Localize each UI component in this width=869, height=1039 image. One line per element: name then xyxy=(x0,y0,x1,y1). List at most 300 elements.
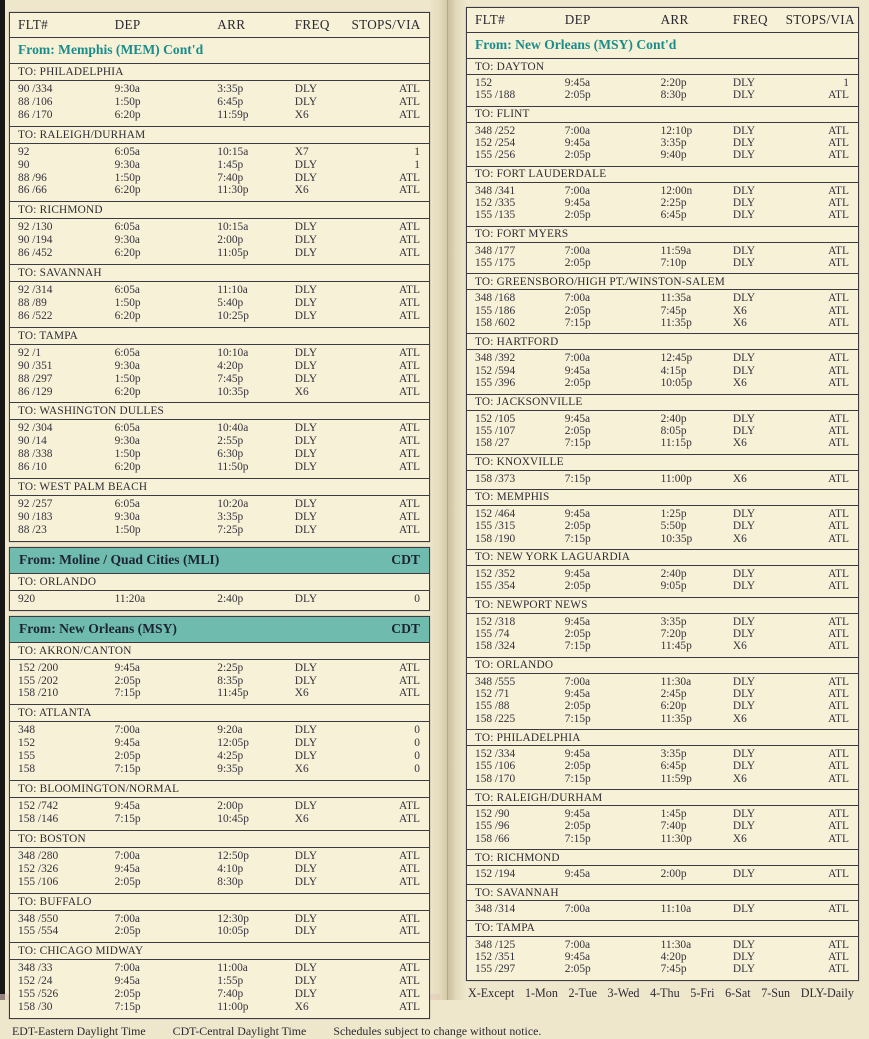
page-fold-gutter xyxy=(430,0,468,1000)
stops-via-cell: ATL xyxy=(828,184,849,197)
destination-header: TO: SAVANNAH xyxy=(467,885,858,901)
arrival-time-cell: 11:35p xyxy=(660,712,692,725)
stops-via-cell: ATL xyxy=(828,292,849,305)
destination-header: TO: MEMPHIS xyxy=(467,490,858,506)
flight-rows-group xyxy=(467,806,858,850)
flight-row xyxy=(10,96,429,109)
flight-row xyxy=(467,868,858,880)
arrival-time-cell: 12:30p xyxy=(217,912,249,925)
departure-time-cell: 9:45a xyxy=(114,975,140,988)
frequency-cell: X6 xyxy=(732,640,747,653)
stops-via-cell: ATL xyxy=(828,820,849,833)
departure-time-cell: 7:15p xyxy=(564,532,591,545)
destination-header: TO: TAMPA xyxy=(467,921,858,937)
flight-number-cell: 152 /200 xyxy=(18,661,59,674)
flight-number-cell: 152 /318 xyxy=(475,615,516,628)
stops-via-cell: ATL xyxy=(399,510,420,523)
stops-via-cell: ATL xyxy=(399,812,420,825)
destination-header: TO: CHICAGO MIDWAY xyxy=(10,943,429,960)
flight-number-cell: 152 xyxy=(475,77,493,89)
destination-header: TO: SAVANNAH xyxy=(10,265,429,282)
flight-row xyxy=(467,125,858,137)
flight-row xyxy=(10,925,429,938)
flight-number-cell: 158 /373 xyxy=(475,472,516,485)
flight-number-cell: 90 /194 xyxy=(18,234,53,247)
flight-rows-group xyxy=(10,960,429,1018)
flight-row xyxy=(467,833,858,845)
flight-row xyxy=(467,437,858,449)
flight-row xyxy=(467,640,858,652)
from-city-contd-header: From: New Orleans (MSY) Cont'd xyxy=(467,33,858,59)
flight-number-cell: 158 /146 xyxy=(18,812,59,825)
destination-header: TO: BUFFALO xyxy=(10,894,429,911)
flight-row xyxy=(467,352,858,364)
flight-number-cell: 158 /170 xyxy=(475,772,516,785)
departure-time-cell: 2:05p xyxy=(564,760,591,773)
flight-row xyxy=(10,109,429,122)
flight-row xyxy=(467,903,858,915)
flight-rows-group xyxy=(467,614,858,658)
departure-time-cell: 7:15p xyxy=(564,832,591,845)
arrival-time-cell: 3:35p xyxy=(660,748,687,760)
frequency-cell: DLY xyxy=(732,507,756,520)
flight-number-cell: 155 /396 xyxy=(475,377,516,390)
stops-via-cell: ATL xyxy=(828,352,849,365)
departure-time-cell: 2:05p xyxy=(564,627,591,640)
flight-number-cell: 88 /106 xyxy=(18,95,53,108)
arrival-time-cell: 1:25p xyxy=(660,507,687,520)
destination-header: TO: FORT LAUDERDALE xyxy=(467,167,858,183)
departure-time-cell: 6:20p xyxy=(114,385,141,398)
frequency-cell: DLY xyxy=(294,498,318,511)
arrival-time-cell: 10:45p xyxy=(217,812,249,825)
frequency-cell: DLY xyxy=(732,184,756,197)
from-city-label: From: Moline / Quad Cities (MLI) xyxy=(19,551,220,567)
arrival-time-cell: 2:00p xyxy=(217,234,244,247)
departure-time-cell: 1:50p xyxy=(114,448,141,461)
frequency-cell: X6 xyxy=(732,832,747,845)
frequency-cell: DLY xyxy=(732,580,756,593)
stops-via-cell: ATL xyxy=(828,903,849,916)
arrival-time-cell: 2:00p xyxy=(660,868,687,881)
arrival-time-cell: 10:05p xyxy=(660,377,693,390)
arrival-time-cell: 7:40p xyxy=(217,988,244,1001)
stops-via-cell: ATL xyxy=(399,284,420,297)
frequency-cell: DLY xyxy=(732,760,756,773)
departure-time-cell: 9:45a xyxy=(564,77,591,89)
flight-row xyxy=(10,247,429,260)
arrival-time-cell: 6:45p xyxy=(217,95,244,108)
column-header-arr: ARR xyxy=(660,12,689,27)
flight-number-cell: 86 /452 xyxy=(18,247,53,260)
departure-time-cell: 6:20p xyxy=(114,108,141,121)
arrival-time-cell: 7:20p xyxy=(660,627,687,640)
frequency-cell: DLY xyxy=(732,700,756,713)
flight-row xyxy=(467,700,858,712)
destination-header: TO: PHILADELPHIA xyxy=(10,64,429,81)
flight-number-cell: 152 /71 xyxy=(475,687,510,700)
stops-via-cell: ATL xyxy=(399,461,420,474)
arrival-time-cell: 12:45p xyxy=(660,352,693,365)
departure-time-cell: 9:45a xyxy=(564,412,591,425)
flight-row xyxy=(10,524,429,537)
stops-via-cell: ATL xyxy=(828,748,849,760)
frequency-cell: DLY xyxy=(732,951,756,964)
stops-via-cell: ATL xyxy=(828,675,849,688)
flight-number-cell: 155 /106 xyxy=(475,760,516,773)
column-header-flt: FLT# xyxy=(475,12,506,27)
flight-number-cell: 158 /66 xyxy=(475,832,510,845)
frequency-cell: DLY xyxy=(294,510,318,523)
timetable-column-right xyxy=(466,7,859,981)
flight-row xyxy=(467,628,858,640)
departure-time-cell: 9:45a xyxy=(564,687,591,700)
flight-row xyxy=(467,580,858,592)
stops-via-cell: ATL xyxy=(399,108,420,121)
stops-via-cell: ATL xyxy=(828,257,849,270)
stops-via-cell: ATL xyxy=(399,1001,420,1014)
stops-via-cell: 0 xyxy=(414,592,420,605)
frequency-cell: DLY xyxy=(732,352,756,365)
frequency-cell: DLY xyxy=(732,675,756,688)
arrival-time-cell: 11:35a xyxy=(660,292,692,305)
stops-via-cell: ATL xyxy=(828,472,849,485)
stops-via-cell: ATL xyxy=(828,209,849,222)
stops-via-cell: ATL xyxy=(828,615,849,628)
flight-row xyxy=(10,159,429,172)
stops-via-cell: ATL xyxy=(828,808,849,821)
departure-time-cell: 1:50p xyxy=(114,372,141,385)
departure-time-cell: 9:30a xyxy=(114,359,140,372)
flight-number-cell: 152 /24 xyxy=(18,975,53,988)
flight-rows-group xyxy=(10,722,429,781)
destination-header: TO: HARTFORD xyxy=(467,334,858,350)
frequency-cell: X6 xyxy=(294,385,309,398)
destination-header: TO: ATLANTA xyxy=(10,705,429,722)
arrival-time-cell: 7:10p xyxy=(660,257,687,270)
departure-time-cell: 9:45a xyxy=(564,197,591,210)
frequency-cell: DLY xyxy=(294,284,318,297)
arrival-time-cell: 11:35p xyxy=(660,317,692,330)
arrival-time-cell: 9:35p xyxy=(217,763,244,776)
departure-time-cell: 2:05p xyxy=(564,963,591,976)
arrival-time-cell: 7:25p xyxy=(217,523,244,536)
stops-via-cell: 0 xyxy=(414,763,420,776)
stops-via-cell: ATL xyxy=(399,523,420,536)
flight-row xyxy=(467,951,858,963)
column-header-row xyxy=(467,8,858,33)
arrival-time-cell: 1:45p xyxy=(217,158,244,171)
frequency-cell: DLY xyxy=(732,209,756,222)
frequency-cell: DLY xyxy=(294,862,318,875)
departure-time-cell: 2:05p xyxy=(564,304,591,317)
destination-header: TO: GREENSBORO/HIGH PT./WINSTON-SALEM xyxy=(467,274,858,290)
flight-rows-group xyxy=(10,219,429,265)
frequency-cell: DLY xyxy=(732,903,756,916)
arrival-time-cell: 8:30p xyxy=(217,875,244,888)
arrival-time-cell: 11:00p xyxy=(217,1001,249,1014)
frequency-cell: DLY xyxy=(732,89,756,102)
flight-number-cell: 152 /105 xyxy=(475,412,516,425)
stops-via-cell: ATL xyxy=(828,364,849,377)
departure-time-cell: 2:05p xyxy=(564,209,591,222)
flight-row xyxy=(467,748,858,760)
departure-time-cell: 6:05a xyxy=(114,422,140,435)
departure-time-cell: 9:45a xyxy=(114,800,140,812)
frequency-cell: DLY xyxy=(294,95,318,108)
flight-number-cell: 88 /89 xyxy=(18,296,47,309)
frequency-cell: DLY xyxy=(294,435,318,448)
departure-time-cell: 6:05a xyxy=(114,284,140,297)
departure-time-cell: 6:05a xyxy=(114,346,140,359)
arrival-time-cell: 7:45p xyxy=(660,304,687,317)
flight-rows-group xyxy=(467,866,858,885)
frequency-cell: DLY xyxy=(294,171,318,184)
flight-number-cell: 158 /324 xyxy=(475,640,516,653)
departure-time-cell: 11:20a xyxy=(114,592,146,605)
frequency-cell: DLY xyxy=(294,912,318,925)
flight-number-cell: 92 /314 xyxy=(18,284,53,297)
frequency-cell: X6 xyxy=(732,472,747,485)
stops-via-cell: ATL xyxy=(399,385,420,398)
stops-via-cell: ATL xyxy=(399,359,420,372)
destination-header: TO: ORLANDO xyxy=(467,658,858,674)
table-box xyxy=(9,12,430,542)
flight-row xyxy=(467,185,858,197)
stops-via-cell: 0 xyxy=(414,750,420,763)
flight-number-cell: 152 /352 xyxy=(475,567,516,580)
destination-header: TO: FORT MYERS xyxy=(467,227,858,243)
flight-number-cell: 92 /130 xyxy=(18,221,53,234)
departure-time-cell: 2:05p xyxy=(114,925,141,938)
departure-time-cell: 7:15p xyxy=(114,687,141,700)
destination-header: TO: BLOOMINGTON/NORMAL xyxy=(10,781,429,798)
departure-time-cell: 7:15p xyxy=(564,472,591,485)
arrival-time-cell: 1:55p xyxy=(217,975,244,988)
stops-via-cell: ATL xyxy=(399,448,420,461)
flight-row xyxy=(467,77,858,89)
flight-number-cell: 86 /129 xyxy=(18,385,53,398)
departure-time-cell: 7:15p xyxy=(564,712,591,725)
flight-row xyxy=(467,939,858,951)
arrival-time-cell: 3:35p xyxy=(660,615,687,628)
frequency-cell: DLY xyxy=(732,412,756,425)
legend-item: 2-Tue xyxy=(568,985,597,1000)
flight-number-cell: 86 /10 xyxy=(18,461,47,474)
departure-time-cell: 7:00a xyxy=(564,244,591,257)
stops-via-cell: ATL xyxy=(828,437,849,450)
flight-number-cell: 155 xyxy=(18,750,36,763)
stops-via-cell: ATL xyxy=(399,912,420,925)
destination-header: TO: RALEIGH/DURHAM xyxy=(10,127,429,144)
frequency-cell: DLY xyxy=(294,372,318,385)
stops-via-cell: ATL xyxy=(828,304,849,317)
frequency-cell: X6 xyxy=(294,687,309,700)
frequency-cell: DLY xyxy=(732,77,756,89)
arrival-time-cell: 11:30a xyxy=(660,675,692,688)
stops-via-cell: ATL xyxy=(828,532,849,545)
frequency-cell: DLY xyxy=(294,962,318,975)
frequency-cell: DLY xyxy=(732,808,756,821)
stops-via-cell: ATL xyxy=(399,674,420,687)
departure-time-cell: 9:30a xyxy=(114,435,140,448)
frequency-cell: DLY xyxy=(294,296,318,309)
flight-row xyxy=(10,962,429,975)
flight-rows-group xyxy=(467,471,858,490)
arrival-time-cell: 12:50p xyxy=(217,849,249,862)
arrival-time-cell: 12:00n xyxy=(660,184,693,197)
stops-via-cell: ATL xyxy=(399,422,420,435)
stops-via-cell: ATL xyxy=(828,412,849,425)
flight-row xyxy=(10,975,429,988)
flight-number-cell: 348 /168 xyxy=(475,292,516,305)
flight-number-cell: 155 /202 xyxy=(18,674,59,687)
frequency-cell: DLY xyxy=(294,422,318,435)
flight-number-cell: 158 /30 xyxy=(18,1001,53,1014)
destination-header: TO: BOSTON xyxy=(10,831,429,848)
flight-row xyxy=(10,422,429,435)
flight-number-cell: 155 /354 xyxy=(475,580,516,593)
arrival-time-cell: 12:05p xyxy=(217,737,249,750)
arrival-time-cell: 2:45p xyxy=(660,687,687,700)
departure-time-cell: 7:15p xyxy=(564,437,591,450)
flight-number-cell: 90 xyxy=(18,158,30,171)
scan-edge-strip xyxy=(0,0,5,1000)
arrival-time-cell: 1:45p xyxy=(660,808,687,821)
frequency-cell: DLY xyxy=(294,592,318,605)
timetable-column-left xyxy=(9,12,430,1019)
flight-number-cell: 348 xyxy=(18,724,36,737)
arrival-time-cell: 4:20p xyxy=(217,359,244,372)
destination-header: TO: RALEIGH/DURHAM xyxy=(467,790,858,806)
frequency-cell: X6 xyxy=(732,712,747,725)
stops-via-cell: 1 xyxy=(843,77,849,89)
arrival-time-cell: 10:10a xyxy=(217,346,249,359)
departure-time-cell: 7:00a xyxy=(114,912,140,925)
stops-via-cell: ATL xyxy=(399,988,420,1001)
flight-rows-group xyxy=(467,566,858,598)
arrival-time-cell: 8:30p xyxy=(660,89,687,102)
arrival-time-cell: 9:20a xyxy=(217,724,243,737)
arrival-time-cell: 11:59p xyxy=(660,772,692,785)
stops-via-cell: ATL xyxy=(828,712,849,725)
frequency-cell: DLY xyxy=(294,309,318,322)
legend-item: DLY-Daily xyxy=(800,985,854,1000)
arrival-time-cell: 11:59p xyxy=(217,108,249,121)
frequency-cell: DLY xyxy=(732,615,756,628)
frequency-cell: DLY xyxy=(294,221,318,234)
from-city-band-header xyxy=(10,548,429,574)
frequency-cell: DLY xyxy=(294,448,318,461)
frequency-cell: DLY xyxy=(732,124,756,137)
flight-number-cell: 155 /297 xyxy=(475,963,516,976)
arrival-time-cell: 4:25p xyxy=(217,750,244,763)
destination-header: TO: KNOXVILLE xyxy=(467,455,858,471)
arrival-time-cell: 6:45p xyxy=(660,760,687,773)
frequency-cell: DLY xyxy=(732,820,756,833)
flight-number-cell: 88 /23 xyxy=(18,523,47,536)
legend-item: 7-Sun xyxy=(761,985,791,1000)
footnote-item: Schedules subject to change without notice. xyxy=(333,1023,542,1038)
flight-number-cell: 155 /256 xyxy=(475,149,516,162)
frequency-cell: DLY xyxy=(732,257,756,270)
arrival-time-cell: 3:35p xyxy=(660,137,687,150)
arrival-time-cell: 11:15p xyxy=(660,437,692,450)
stops-via-cell: 1 xyxy=(414,145,420,158)
stops-via-cell: ATL xyxy=(828,124,849,137)
flight-row xyxy=(467,963,858,975)
arrival-time-cell: 4:15p xyxy=(660,364,687,377)
arrival-time-cell: 11:50p xyxy=(217,461,249,474)
column-header-freq: FREQ xyxy=(732,12,768,27)
departure-time-cell: 9:30a xyxy=(114,234,140,247)
flight-number-cell: 152 /335 xyxy=(475,197,516,210)
flight-number-cell: 348 /125 xyxy=(475,938,516,951)
frequency-cell: DLY xyxy=(294,849,318,862)
stops-via-cell: ATL xyxy=(399,83,420,95)
flight-rows-group xyxy=(467,123,858,167)
departure-time-cell: 7:00a xyxy=(564,124,591,137)
flight-number-cell: 86 /170 xyxy=(18,108,53,121)
destination-header: TO: JACKSONVILLE xyxy=(467,395,858,411)
flight-row xyxy=(10,435,429,448)
departure-time-cell: 2:05p xyxy=(564,424,591,437)
departure-time-cell: 9:45a xyxy=(564,748,591,760)
flight-row xyxy=(467,760,858,772)
departure-time-cell: 2:05p xyxy=(564,700,591,713)
arrival-time-cell: 6:30p xyxy=(217,448,244,461)
flight-number-cell: 92 /1 xyxy=(18,346,42,359)
departure-time-cell: 7:15p xyxy=(114,812,141,825)
flight-number-cell: 92 /257 xyxy=(18,498,53,511)
flight-row xyxy=(467,365,858,377)
stops-via-cell: ATL xyxy=(828,149,849,162)
frequency-cell: DLY xyxy=(294,737,318,750)
flight-row xyxy=(467,305,858,317)
frequency-cell: DLY xyxy=(294,750,318,763)
flight-row xyxy=(467,413,858,425)
flight-number-cell: 92 /304 xyxy=(18,422,53,435)
flight-number-cell: 348 /33 xyxy=(18,962,53,975)
frequency-cell: X6 xyxy=(732,772,747,785)
flight-row xyxy=(467,508,858,520)
arrival-time-cell: 11:45p xyxy=(660,640,692,653)
stops-via-cell: ATL xyxy=(399,862,420,875)
frequency-cell: X6 xyxy=(732,437,747,450)
departure-time-cell: 2:05p xyxy=(564,520,591,533)
departure-time-cell: 6:20p xyxy=(114,309,141,322)
arrival-time-cell: 10:15a xyxy=(217,221,249,234)
flight-row xyxy=(10,593,429,606)
flight-row xyxy=(10,737,429,750)
flight-rows-group xyxy=(10,911,429,944)
flight-rows-group xyxy=(467,411,858,455)
flight-number-cell: 155 /175 xyxy=(475,257,516,270)
departure-time-cell: 7:00a xyxy=(114,962,140,975)
flight-row xyxy=(467,317,858,329)
arrival-time-cell: 11:30p xyxy=(217,184,249,197)
departure-time-cell: 2:05p xyxy=(564,257,591,270)
departure-time-cell: 1:50p xyxy=(114,95,141,108)
flight-number-cell: 158 /602 xyxy=(475,317,516,330)
from-city-contd-header: From: Memphis (MEM) Cont'd xyxy=(10,38,429,64)
flight-number-cell: 348 /177 xyxy=(475,244,516,257)
stops-via-cell: ATL xyxy=(399,221,420,234)
stops-via-cell: ATL xyxy=(828,832,849,845)
frequency-cell: DLY xyxy=(294,359,318,372)
flight-rows-group xyxy=(467,506,858,550)
departure-time-cell: 7:15p xyxy=(564,640,591,653)
